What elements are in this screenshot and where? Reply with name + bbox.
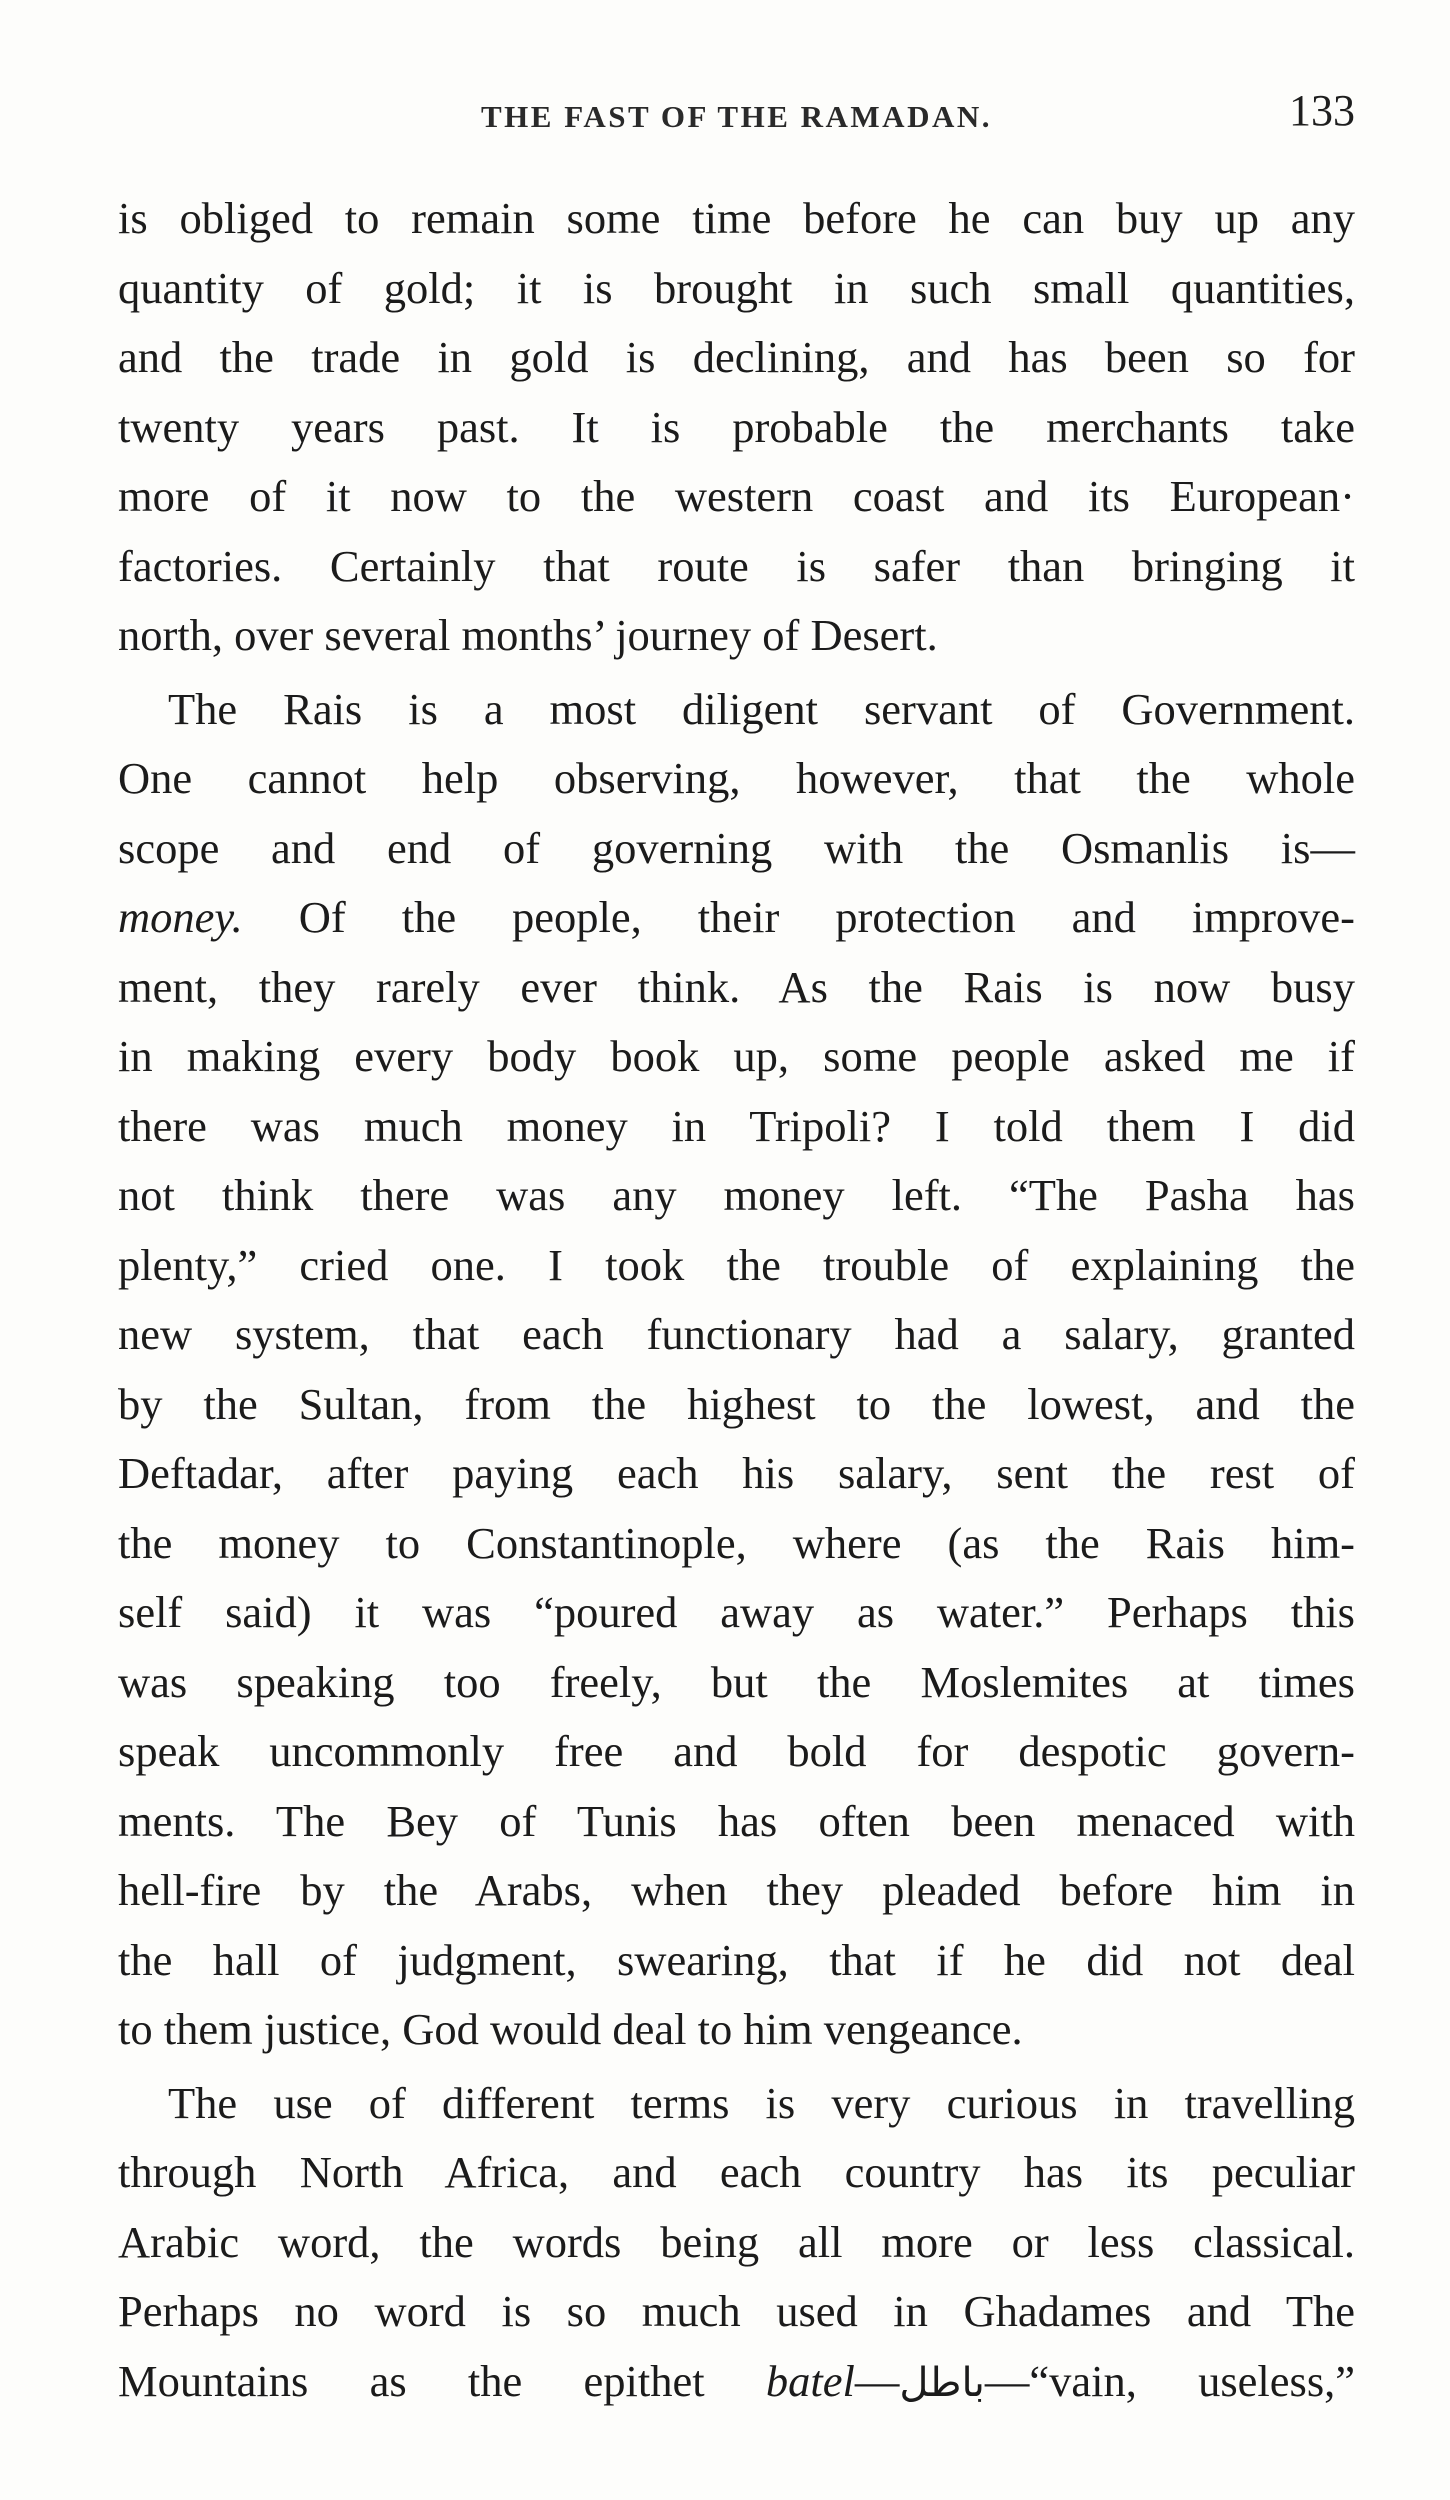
text-line: not think there was any money left. “The Pasha has (118, 1170, 1355, 1220)
text-line: was speaking too freely, but the Moslemites at times (118, 1656, 1355, 1707)
text-line: scope and end of governing with the Osmanlis is— (118, 822, 1355, 873)
text-line: the money to Constantinople, where (as the Rais him- (118, 1517, 1355, 1568)
text-line: The use of different terms is very curious in travelling (168, 2077, 1355, 2128)
text-line: through North Africa, and each country has its peculiar (118, 2147, 1355, 2197)
dash: — (854, 2355, 900, 2406)
italic-word: batel (765, 2355, 855, 2406)
text-line-mixed (118, 2347, 1355, 2417)
text-line: Perhaps no word is so much used in Ghadames and The (118, 2286, 1355, 2336)
text-line: One cannot help observing, however, that the whole (118, 753, 1355, 803)
text-line: north, over several months’ journey of Desert. (118, 610, 938, 660)
text-line: Deftadar, after paying each his salary, sent the rest of (118, 1448, 1355, 1498)
text-line: self said) it was “poured away as water.” Perhaps this (118, 1587, 1355, 1637)
text-fragment: Mountains as the epithet (118, 2355, 766, 2406)
text-line-mixed (118, 883, 1355, 953)
text-line: The Rais is a most diligent servant of Government. (168, 683, 1355, 734)
text-fragment: —“vain, useless,” (984, 2355, 1356, 2406)
italic-word: money. (118, 892, 243, 942)
text-line: by the Sultan, from the highest to the lowest, and the (118, 1378, 1355, 1429)
text-line: quantity of gold; it is brought in such small quantities, (118, 262, 1355, 313)
text-line: twenty years past. It is probable the merchants take (118, 401, 1355, 452)
text-line: plenty,” cried one. I took the trouble of explaining the (118, 1239, 1355, 1290)
text-line: the hall of judgment, swearing, that if he did not deal (118, 1934, 1355, 1985)
text-line: and the trade in gold is declining, and has been so for (118, 332, 1355, 382)
body-text (118, 184, 1355, 2416)
text-line: factories. Certainly that route is safer than bringing it (118, 540, 1355, 591)
text-line: new system, that each functionary had a salary, granted (118, 1309, 1355, 1359)
text-line: is obliged to remain some time before he can buy up any (118, 193, 1355, 243)
text-line: more of it now to the western coast and its European· (118, 471, 1355, 521)
arabic-word: باطل (899, 2359, 985, 2406)
running-title: THE FAST OF THE RAMADAN. (481, 99, 992, 134)
text-line: speak uncommonly free and bold for despotic govern- (118, 1726, 1355, 1776)
text-line: Arabic word, the words being all more or less classical. (118, 2216, 1355, 2267)
running-head (118, 85, 1355, 145)
text-line: hell-fire by the Arabs, when they pleaded before him in (118, 1865, 1355, 1915)
text-line: there was much money in Tripoli? I told them I did (118, 1100, 1355, 1151)
text-line: to them justice, God would deal to him vengeance. (118, 2004, 1023, 2054)
text-fragment: Of the people, their protection and improve- (242, 892, 1355, 942)
text-line: in making every body book up, some people asked me if (118, 1031, 1355, 1081)
page-number: 133 (1289, 86, 1355, 135)
text-line: ment, they rarely ever think. As the Rais is now busy (118, 961, 1355, 1012)
text-line: ments. The Bey of Tunis has often been menaced with (118, 1795, 1355, 1846)
